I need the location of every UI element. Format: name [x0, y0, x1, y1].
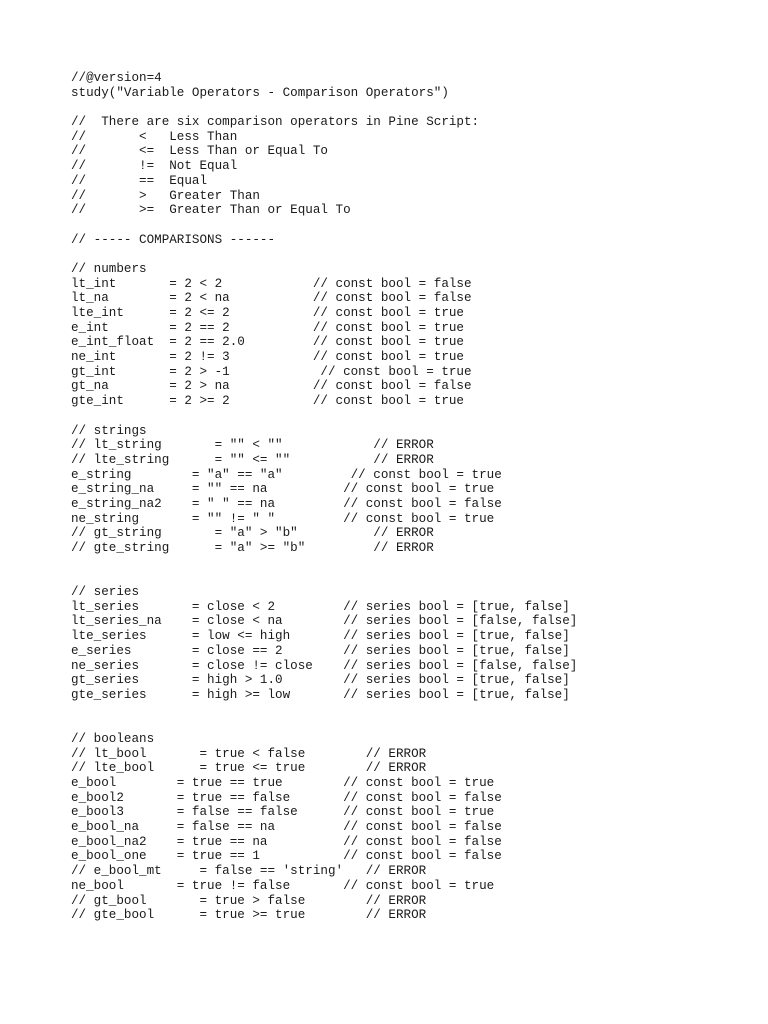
code-line: e_bool3 = false == false // const bool = true: [71, 805, 495, 820]
code-line: gt_series = high > 1.0 // series bool = [true, false]: [71, 673, 570, 688]
code-line: // gte_string = "a" >= "b" // ERROR: [71, 541, 434, 555]
code-line: lte_int = 2 <= 2 // const bool = true: [71, 306, 464, 320]
code-line: e_bool_one = true == 1 // const bool = false: [71, 849, 502, 864]
code-line: lt_series_na = close < na // series bool = [false, false]: [71, 614, 578, 629]
code-line: e_bool = true == true // const bool = true: [71, 776, 495, 790]
code-line: [71, 570, 577, 585]
code-line: [71, 409, 577, 424]
code-line: [71, 703, 577, 718]
code-line: gte_int = 2 >= 2 // const bool = true: [71, 394, 464, 409]
code-line: [71, 556, 577, 571]
code-line: gte_series = high >= low // series bool = [true, false]: [71, 687, 570, 702]
code-line: ne_bool = true != false // const bool = true: [71, 878, 495, 893]
code-line: [71, 717, 577, 732]
code-line: ne_int = 2 != 3 // const bool = true: [71, 350, 464, 365]
code-line: // >= Greater Than or Equal To: [71, 203, 351, 218]
code-line: [71, 218, 577, 233]
code-line: [71, 100, 577, 115]
code-line: // series: [71, 585, 140, 600]
code-line: gt_int = 2 > -1 // const bool = true: [71, 364, 472, 379]
code-line: e_int_float = 2 == 2.0 // const bool = true: [71, 335, 464, 350]
code-line: e_int = 2 == 2 // const bool = true: [71, 320, 464, 335]
code-line: [71, 247, 577, 262]
code-listing: [71, 71, 577, 923]
code-line: lt_series = close < 2 // series bool = [true, false]: [71, 599, 570, 614]
code-line: lte_series = low <= high // series bool = [true, false]: [71, 629, 570, 644]
code-line: ne_series = close != close // series bool = [false, false]: [71, 658, 578, 673]
code-line: e_bool_na2 = true == na // const bool = false: [71, 834, 502, 849]
code-line: e_string = "a" == "a" // const bool = true: [71, 467, 502, 482]
code-line: // e_bool_mt = false == 'string' // ERROR: [71, 864, 427, 879]
code-line: // gte_bool = true >= true // ERROR: [71, 908, 427, 923]
code-line: e_bool2 = true == false // const bool = false: [71, 790, 502, 805]
code-line: // lt_string = "" < "" // ERROR: [71, 438, 434, 453]
code-line: lt_na = 2 < na // const bool = false: [71, 291, 472, 306]
code-line: // <= Less Than or Equal To: [71, 144, 328, 159]
code-line: // lte_bool = true <= true // ERROR: [71, 761, 427, 776]
code-line: // booleans: [71, 731, 155, 746]
code-line: // < Less Than: [71, 129, 238, 144]
code-line: lt_int = 2 < 2 // const bool = false: [71, 276, 472, 291]
code-line: study("Variable Operators - Comparison Operators"): [71, 85, 449, 100]
code-line: // lte_string = "" <= "" // ERROR: [71, 452, 434, 467]
code-line: // gt_string = "a" > "b" // ERROR: [71, 526, 434, 541]
code-line: //@version=4: [71, 71, 162, 85]
code-line: // gt_bool = true > false // ERROR: [71, 893, 427, 908]
code-line: // ----- COMPARISONS ------: [71, 232, 276, 247]
code-line: e_string_na2 = " " == na // const bool = false: [71, 496, 502, 511]
code-line: // There are six comparison operators in Pine Script:: [71, 115, 480, 130]
code-line: ne_string = "" != " " // const bool = true: [71, 511, 495, 526]
code-line: // != Not Equal: [71, 159, 238, 174]
code-line: // lt_bool = true < false // ERROR: [71, 746, 427, 761]
code-line: e_bool_na = false == na // const bool = false: [71, 820, 502, 835]
code-line: // == Equal: [71, 173, 208, 188]
code-line: // numbers: [71, 261, 147, 276]
code-line: // strings: [71, 423, 147, 438]
code-line: gt_na = 2 > na // const bool = false: [71, 379, 472, 394]
code-line: e_string_na = "" == na // const bool = true: [71, 482, 495, 497]
code-line: // > Greater Than: [71, 188, 260, 203]
code-line: e_series = close == 2 // series bool = [true, false]: [71, 643, 570, 658]
